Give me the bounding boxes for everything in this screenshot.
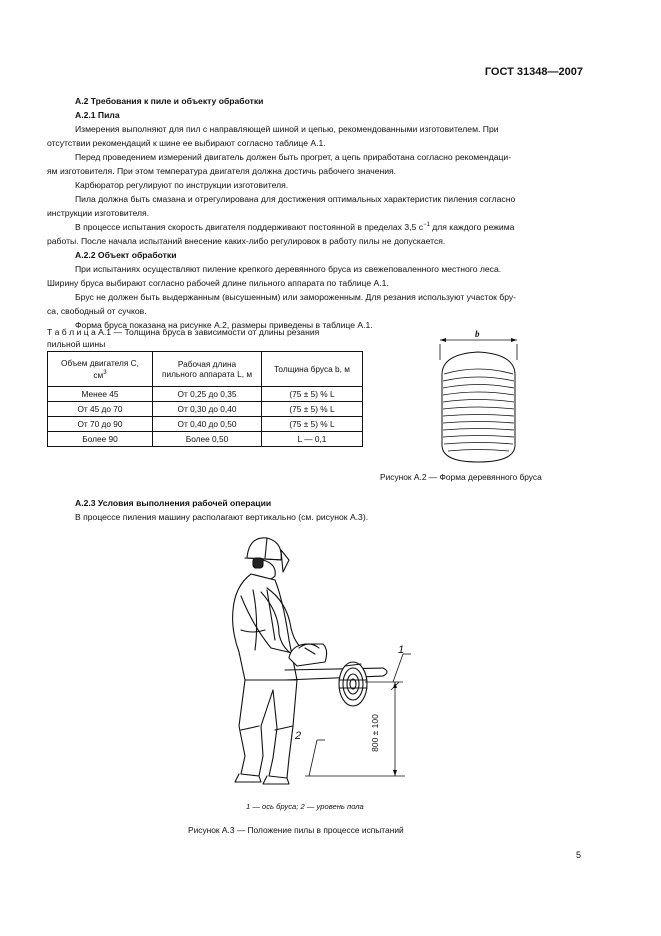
paragraph-line: Ширину бруса выбирают согласно рабочей длине пильного аппарата по таблице А.1. [47,278,389,288]
figure-a2-caption: Рисунок А.2 — Форма деревянного бруса [380,472,542,482]
column-header: Толщина бруса b, м [262,352,363,387]
paragraph-line: отсутствии рекомендаций к шине ее выбирают согласно таблице А.1. [47,138,326,148]
table-cell: Более 90 [48,432,153,447]
table-cell: (75 ± 5) % L [262,387,363,402]
paragraph-line: Измерения выполняют для пил с направляющей шиной и цепью, рекомендованными изготовителем. При [75,124,499,134]
table-cell: Менее 45 [48,387,153,402]
column-header: Объем двигателя C, $см^3$ [48,352,153,387]
paragraph-line: Пила должна быть смазана и отрегулирована для достижения оптимальных характеристик пиления согласно [75,194,516,204]
table-cell: L — 0,1 [262,432,363,447]
table-row [48,387,363,402]
paragraph-line: ям изготовителя. При этом температура двигателя должна достичь рабочего значения. [47,166,397,176]
paragraph-line: В процессе пиления машину располагают вертикально (см. рисунок А.3). [75,512,369,522]
table-caption: Т а б л и ц а А.1 — Толщина бруса в зависимости от длины резания [47,327,320,337]
paragraph-line: Брус не должен быть выдержанным (высушенным) или замороженным. Для резания используют участок бру- [75,292,517,302]
figure-beam [430,330,530,465]
section-a23-title: А.2.3 Условия выполнения рабочей операции [75,498,272,508]
figure-a3-legend: 1 — ось бруса; 2 — уровень пола [246,802,364,811]
document-number: ГОСТ 31348—2007 [484,66,583,78]
table-a1 [47,351,363,447]
table-cell: От 0,25 до 0,35 [153,387,262,402]
section-a21-title: А.2.1 Пила [75,110,120,120]
table-cell: От 70 до 90 [48,417,153,432]
dimension-label-b: b [475,329,480,339]
paragraph-line: Форма бруса показана на рисунке А.2, размеры приведены в таблице А.1. [75,320,373,330]
paragraph-line: работы. После начала испытаний внесение каких-либо регулировок в работу пилы не допускается. [47,236,446,246]
table-row [48,417,363,432]
table-row [48,402,363,417]
paragraph-line: Перед проведением измерений двигатель должен быть прогрет, а цепь приработана согласно рекомендаци- [75,152,512,162]
section-a22-title: А.2.2 Объект обработки [75,250,177,260]
page-number: 5 [576,850,582,860]
table-cell: От 0,30 до 0,40 [153,402,262,417]
callout-1: 1 [398,644,405,656]
table-cell: (75 ± 5) % L [262,417,363,432]
dimension-label: 800 ± 100 [369,714,380,752]
paragraph-line: В процессе испытания скорость двигателя поддерживают постоянной в пределах 3,5 $с^{-1}$ для каждого режима [75,222,515,232]
paragraph-line: инструкции изготовителя. [47,208,150,218]
table-caption-cont: пильной шины [47,339,106,349]
section-a2-title: А.2 Требования к пиле и объекту обработки [75,96,264,106]
table-row [48,432,363,447]
callout-2: 2 [295,730,302,742]
table-cell: Более 0,50 [153,432,262,447]
exponent: −1 [423,222,430,229]
table-cell: От 45 до 70 [48,402,153,417]
paragraph-line: Карбюратор регулируют по инструкции изготовителя. [75,180,289,190]
table-cell: (75 ± 5) % L [262,402,363,417]
paragraph-line: При испытаниях осуществляют пиление крепкого деревянного бруса из свежеповаленного местного леса. [75,264,502,274]
figure-a3-caption: Рисунок А.3 — Положение пилы в процессе испытаний [188,825,404,835]
figure-operator-chainsaw [205,530,415,800]
table-header-row [48,352,363,387]
paragraph-line: са, свободный от сучков. [47,306,147,316]
table-cell: От 0,40 до 0,50 [153,417,262,432]
column-header: Рабочая длина пильного аппарата L, м [153,352,262,387]
